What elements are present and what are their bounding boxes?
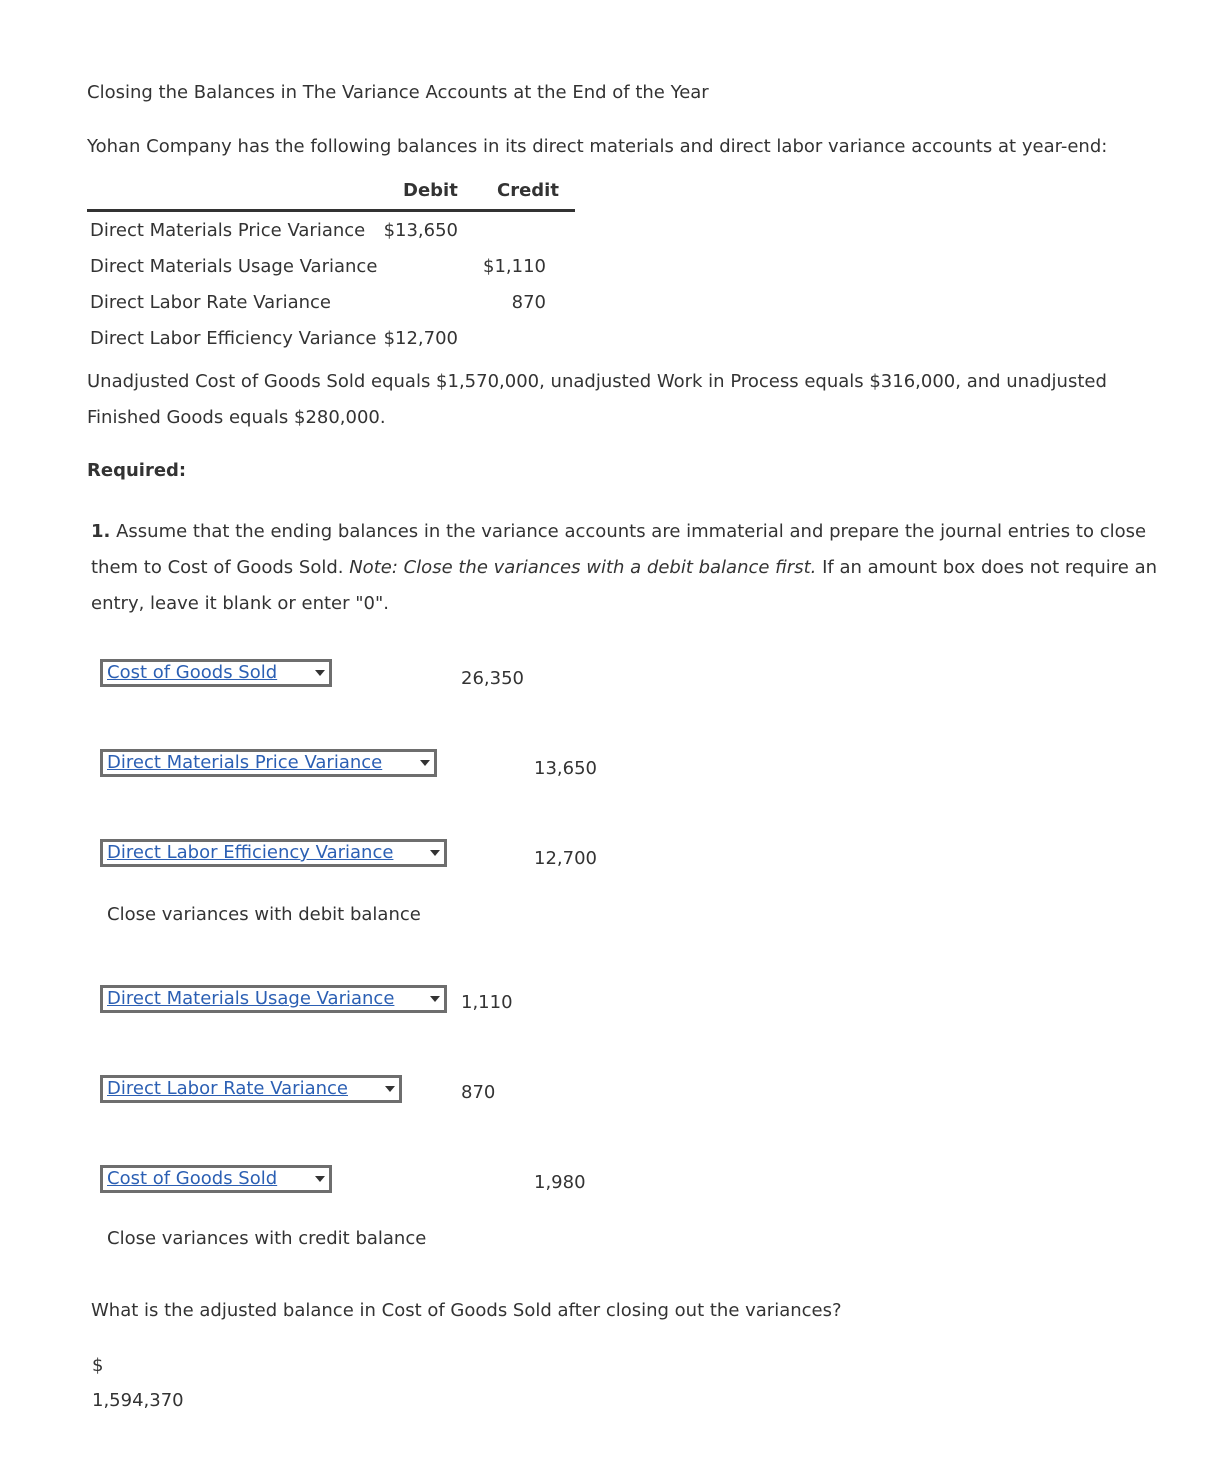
question-1-note: Note: Close the variances with a debit balance first. [349,557,817,578]
table-row-credit: 870 [511,292,546,313]
table-row-debit: $12,700 [383,328,458,349]
chevron-down-icon [430,996,440,1002]
account-select-value: Direct Labor Rate Variance [107,1078,348,1099]
debit-amount[interactable]: 870 [461,1082,496,1103]
debit-amount[interactable]: 1,110 [461,992,513,1013]
question-1-text-b: If an amount box does not require an entry, leave it blank or enter "0". [91,557,1158,614]
table-row-credit: $1,110 [483,256,546,277]
table-row-label: Direct Labor Rate Variance [90,292,331,313]
credit-amount[interactable]: 13,650 [534,758,597,779]
account-select-value: Cost of Goods Sold [107,1168,278,1189]
chevron-down-icon [430,850,440,856]
question-1-text [91,514,1161,622]
table-row-label: Direct Labor Efficiency Variance [90,328,377,349]
credit-amount[interactable]: 1,980 [534,1172,586,1193]
header-divider [87,209,575,212]
required-heading: Required: [87,460,187,481]
entry-1-description: Close variances with debit balance [107,904,421,925]
account-select-dl-rate-variance[interactable] [100,1075,402,1103]
account-select-dm-price-variance[interactable] [100,749,437,777]
account-select-dl-efficiency-variance[interactable] [100,839,447,867]
debit-header: Debit [403,180,458,201]
debit-amount[interactable]: 26,350 [461,668,524,689]
chevron-down-icon [315,1176,325,1182]
intro-text: Yohan Company has the following balances in its direct materials and direct labor variance accounts at year-end: [87,136,1108,157]
question-1-text-a: Assume that the ending balances in the variance accounts are immaterial and prepare the journal entries to close them to Cost of Goods Sold. [91,521,1147,578]
entry-2-description: Close variances with credit balance [107,1228,427,1249]
table-row-label: Direct Materials Usage Variance [90,256,378,277]
page-title: Closing the Balances in The Variance Accounts at the End of the Year [87,82,709,103]
question-1-number: 1. [91,521,111,542]
account-select-value: Cost of Goods Sold [107,662,278,683]
account-select-value: Direct Materials Usage Variance [107,988,395,1009]
account-select-dm-usage-variance[interactable] [100,985,447,1013]
answer-input[interactable]: 1,594,370 [92,1390,184,1411]
credit-amount[interactable]: 12,700 [534,848,597,869]
account-select-value: Direct Labor Efficiency Variance [107,842,394,863]
account-select-value: Direct Materials Price Variance [107,752,383,773]
unadjusted-balances-text: Unadjusted Cost of Goods Sold equals $1,570,000, unadjusted Work in Process equals $316,000, and unadjusted Finished Goods equals $280,000. [87,371,1107,428]
question-2-text: What is the adjusted balance in Cost of Goods Sold after closing out the variances? [91,1300,842,1321]
table-row-label: Direct Materials Price Variance [90,220,366,241]
chevron-down-icon [420,760,430,766]
chevron-down-icon [385,1086,395,1092]
table-row-debit: $13,650 [383,220,458,241]
answer-currency: $ [92,1355,104,1376]
account-select-cogs-debit[interactable] [100,659,332,687]
credit-header: Credit [497,180,559,201]
account-select-cogs-credit[interactable] [100,1165,332,1193]
chevron-down-icon [315,670,325,676]
